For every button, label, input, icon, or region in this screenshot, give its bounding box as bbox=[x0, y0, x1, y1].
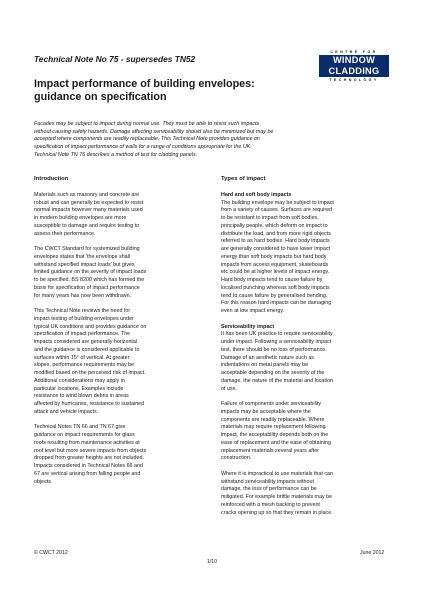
paragraph bbox=[34, 192, 202, 239]
text-line: materials may require replacement following bbox=[221, 424, 326, 431]
paragraph bbox=[221, 401, 389, 463]
text-line: even at low impact energy. bbox=[221, 308, 285, 314]
logo-line2: CLADDING bbox=[328, 66, 380, 76]
text-line: of use. bbox=[221, 385, 238, 392]
text-line: to be specified. BS 8200 which has formed the bbox=[34, 277, 145, 284]
title-line: guidance on specification bbox=[34, 90, 167, 103]
text-line: roofs resulting from maintenance activities at bbox=[34, 439, 140, 446]
text-line: typical UK conditions and provides guidance on bbox=[34, 323, 147, 330]
text-line: etc could be at higher levels of impact energy. bbox=[221, 269, 330, 276]
text-line: surfaces within 15° of vertical. At greater bbox=[34, 354, 130, 361]
text-line: dropped from greater heights are not included. bbox=[34, 455, 144, 462]
subheading-hard-soft: Hard and soft body impacts bbox=[221, 191, 292, 198]
text-line: particular locations. Examples include bbox=[34, 385, 124, 392]
column-left bbox=[34, 176, 202, 494]
text-line: in modern building envelopes are more bbox=[34, 215, 127, 221]
text-line: Technical Notes TN 66 and TN 67 give bbox=[34, 424, 126, 431]
footer-copyright: © CWCT 2012 bbox=[34, 550, 68, 556]
cwct-logo bbox=[319, 50, 389, 82]
page-title bbox=[34, 78, 255, 103]
text-line: replacement materials several years after bbox=[221, 447, 320, 454]
text-line: basis for specification of impact performance bbox=[34, 284, 140, 291]
section-heading-introduction: Introduction bbox=[34, 176, 69, 182]
page-number: 1/10 bbox=[206, 559, 218, 565]
logo-line1: WINDOW bbox=[332, 55, 376, 65]
abstract-line: Facades may be subject to impact during normal use. They must be able to resist such impacts bbox=[34, 121, 260, 127]
logo-top-text: CENTRE FOR bbox=[330, 50, 378, 54]
text-line: Materials such as masonry and concrete are bbox=[34, 191, 140, 198]
text-line: mitigated. For example brittle materials may be bbox=[221, 494, 333, 501]
text-line: normal impacts however many materials used bbox=[34, 207, 143, 214]
text-line: This Technical Note reviews the need for bbox=[34, 308, 131, 315]
text-line: principally people, which deform on impact to bbox=[221, 222, 328, 229]
paragraph bbox=[34, 308, 202, 417]
logo-bottom-text: TECHNOLOGY bbox=[329, 78, 379, 82]
text-line: Failure of components under serviceability bbox=[221, 401, 322, 408]
text-line: specification of impact performance. The bbox=[34, 331, 131, 338]
abstract-line: Technical Note TN 76 describes a method of test for cladding panels. bbox=[34, 151, 198, 158]
text-line: roof level but more severe impacts from objects bbox=[34, 447, 147, 454]
text-line: localised punching whereas soft body impacts bbox=[221, 284, 330, 291]
text-line: impacts considered are generally horizontal bbox=[34, 339, 138, 346]
text-line: impact, the acceptability depends both on the bbox=[221, 432, 329, 439]
text-line: The CWCT Standard for systemized building bbox=[34, 246, 140, 253]
text-line: Additional considerations may apply in bbox=[34, 377, 125, 384]
text-line: assess their performance. bbox=[34, 230, 96, 237]
text-line: from a variety of causes. Surfaces are required bbox=[221, 207, 333, 214]
text-line: impacts may be acceptable where the bbox=[221, 408, 311, 415]
header bbox=[34, 50, 394, 120]
footer-date: June 2012 bbox=[360, 550, 385, 556]
text-line: modified based on the perceived risk of impact. bbox=[34, 370, 146, 377]
text-line: and the guidance is considered applicable to bbox=[34, 346, 140, 353]
text-line: For this reason hard impacts can be damaging bbox=[221, 300, 332, 307]
text-line: objects. bbox=[34, 478, 53, 485]
text-line: attack and vehicle impacts. bbox=[34, 408, 99, 415]
text-line: energy than soft body impacts but hard body bbox=[221, 253, 327, 260]
text-line: robust and can generally be expected to resist bbox=[34, 199, 144, 206]
text-line: 67 are vertical arising from falling people and bbox=[34, 470, 141, 477]
text-line: are generally considered to have lower impact bbox=[221, 246, 331, 252]
text-line: withstand specified impact loads' but gives bbox=[34, 261, 135, 268]
text-line: indentations on metal panels may be bbox=[221, 362, 309, 369]
text-line: components are readily replaceable. Where bbox=[221, 416, 325, 423]
paragraph bbox=[221, 324, 389, 394]
text-line: Damage of an aesthetic nature such as bbox=[221, 354, 314, 361]
paragraph bbox=[221, 192, 389, 316]
section-heading-types-of-impact: Types of impact bbox=[221, 176, 266, 182]
text-line: Where it is impractical to use materials that can bbox=[221, 470, 333, 477]
text-line: It has been UK practice to require serviceability bbox=[221, 331, 333, 338]
text-line: envelopes states that 'the envelope shall bbox=[34, 253, 131, 260]
text-line: damage, the loss of performance can be bbox=[221, 486, 317, 493]
tech-note-label: Technical Note No 75 - supersedes TN52 bbox=[34, 54, 196, 64]
text-line: limited guidance on the severity of impact loads bbox=[34, 269, 147, 276]
abstract-line: specification of impact performance of walls for a range of conditions appropriate for the UK. bbox=[34, 144, 252, 151]
text-line: The building envelope may be subject to impact bbox=[221, 199, 334, 206]
abstract bbox=[34, 121, 394, 160]
text-line: Impacts considered in Technical Notes 66 and bbox=[34, 463, 143, 470]
text-line: to be resistant to impact from soft bodies, bbox=[221, 215, 319, 221]
text-line: guidance on impact requirements for glass bbox=[34, 432, 135, 439]
text-line: ease of replacement and the ease of obtaining bbox=[221, 439, 331, 446]
text-line: cracks opening up so that they remain in place. bbox=[221, 509, 333, 516]
text-line: acceptable depending on the severity of the bbox=[221, 370, 325, 377]
text-line: damage, the nature of the material and location bbox=[221, 377, 333, 384]
text-line: for many years has now been withdrawn. bbox=[34, 292, 132, 299]
paragraph bbox=[34, 424, 202, 486]
logo-band bbox=[319, 55, 389, 77]
abstract-line: without causing safety hazards. Damage affecting serviceability should also be minimized but may be bbox=[34, 128, 274, 135]
text-line: referred to as hard bodies. Hard body impacts bbox=[221, 238, 330, 245]
text-line: affected by hurricanes, resistance to sustained bbox=[34, 401, 145, 408]
abstract-line: accepted where components are readily replaceable. This Technical Note provides guidance on bbox=[34, 136, 260, 143]
text-line: tend to cause failure by generalised bending. bbox=[221, 292, 328, 299]
text-line: under impact. Following a serviceability impact bbox=[221, 339, 332, 346]
text-line: test, there should be no loss of performance. bbox=[221, 346, 327, 353]
paragraph bbox=[221, 471, 389, 518]
text-line: Hard body impacts tend to cause failure by bbox=[221, 277, 323, 283]
text-line: susceptible to damage and require testing to bbox=[34, 222, 140, 229]
paragraph bbox=[34, 246, 202, 300]
text-line: reinforced with a mesh backing to prevent bbox=[221, 501, 320, 508]
text-line: impact testing of building envelopes under bbox=[34, 315, 134, 322]
text-line: slopes, performance requirements may be bbox=[34, 362, 135, 369]
subheading-serviceability: Serviceability impact bbox=[221, 323, 275, 330]
title-line: Impact performance of building envelopes: bbox=[34, 78, 255, 90]
text-line: impacts from access equipment, skateboards bbox=[221, 261, 329, 268]
text-line: construction. bbox=[221, 455, 252, 462]
text-line: resistance to wind blown debris in areas bbox=[34, 393, 129, 400]
column-right bbox=[221, 176, 389, 525]
text-line: withstand serviceability impacts without bbox=[221, 478, 314, 485]
text-line: distribute the load, and from more rigid objects bbox=[221, 230, 331, 237]
